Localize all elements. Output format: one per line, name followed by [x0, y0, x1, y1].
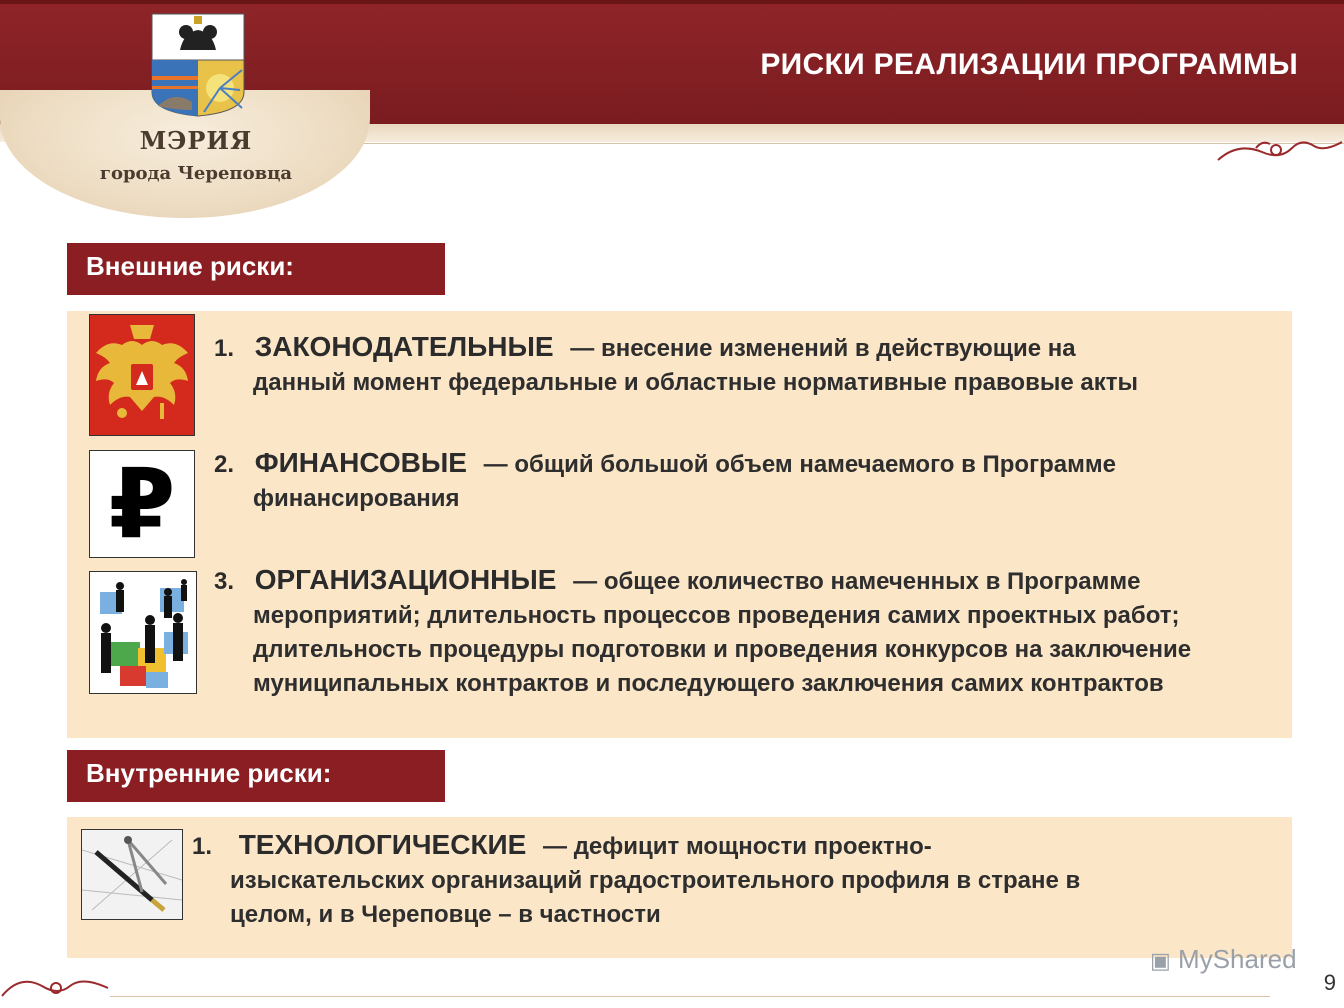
external-risks-heading: Внешние риски: — [67, 243, 445, 295]
watermark — [1150, 944, 1297, 975]
item-keyword: ОРГАНИЗАЦИОННЫЕ — [254, 564, 557, 595]
watermark-text: MyShared — [1178, 944, 1297, 974]
bottom-flourish-icon — [0, 966, 110, 1006]
item-dash: — — [543, 833, 568, 860]
item-dash: — — [483, 451, 508, 478]
external-risk-item-2 — [214, 446, 1290, 516]
logo-line2: города Череповца — [99, 163, 293, 184]
ruble-glyph: ₽ — [108, 450, 176, 558]
item-number: 2. — [214, 451, 235, 478]
item-continuation: изыскательских организаций градостроительного профиля в стране в целом, и в Череповце – в частности — [230, 867, 1081, 928]
external-risk-item-3 — [214, 563, 1290, 701]
slide-title: РИСКИ РЕАЛИЗАЦИИ ПРОГРАММЫ — [760, 48, 1298, 81]
russia-coat-of-arms-icon — [89, 314, 195, 436]
item-keyword: ЗАКОНОДАТЕЛЬНЫЕ — [254, 331, 554, 362]
item-number: 1. — [214, 335, 235, 362]
page-number: 9 — [1323, 970, 1336, 995]
header-line — [340, 143, 1344, 144]
item-dash: — — [573, 568, 598, 595]
flourish-ornament-icon — [1216, 136, 1344, 170]
item-keyword: ФИНАНСОВЫЕ — [254, 447, 467, 478]
item-dash: — — [570, 335, 595, 362]
item-continuation: данный момент федеральные и областные нормативные правовые акты — [253, 369, 1138, 396]
item-text: внесение изменений в действующие на — [600, 335, 1076, 362]
internal-risk-item-1 — [192, 828, 1282, 932]
item-number: 1. — [192, 833, 213, 860]
presentation-icon: ▣ — [1150, 948, 1171, 973]
business-people-puzzle-icon — [89, 571, 197, 694]
item-continuation: мероприятий; длительность процессов проведения самих проектных работ; длительность процедуры подготовки и проведения конкурсов на заключение муниципальных контрактов и последующего заключения самих контрактов — [253, 602, 1192, 697]
item-number: 3. — [214, 568, 235, 595]
item-keyword: ТЕХНОЛОГИЧЕСКИЕ — [238, 829, 527, 860]
internal-risks-heading: Внутренние риски: — [67, 750, 445, 802]
item-text: общий большой объем намечаемого в Программе — [514, 451, 1116, 478]
drafting-tools-icon — [81, 829, 183, 920]
item-continuation: финансирования — [253, 485, 460, 512]
logo-line1: МЭРИЯ — [139, 126, 253, 155]
item-text: дефицит мощности проектно- — [573, 833, 932, 860]
city-crest-icon — [150, 10, 246, 120]
item-text: общее количество намеченных в Программе — [603, 568, 1141, 595]
footer-line — [110, 996, 1270, 997]
ruble-sign-icon — [89, 450, 195, 558]
external-risk-item-1 — [214, 330, 1290, 400]
